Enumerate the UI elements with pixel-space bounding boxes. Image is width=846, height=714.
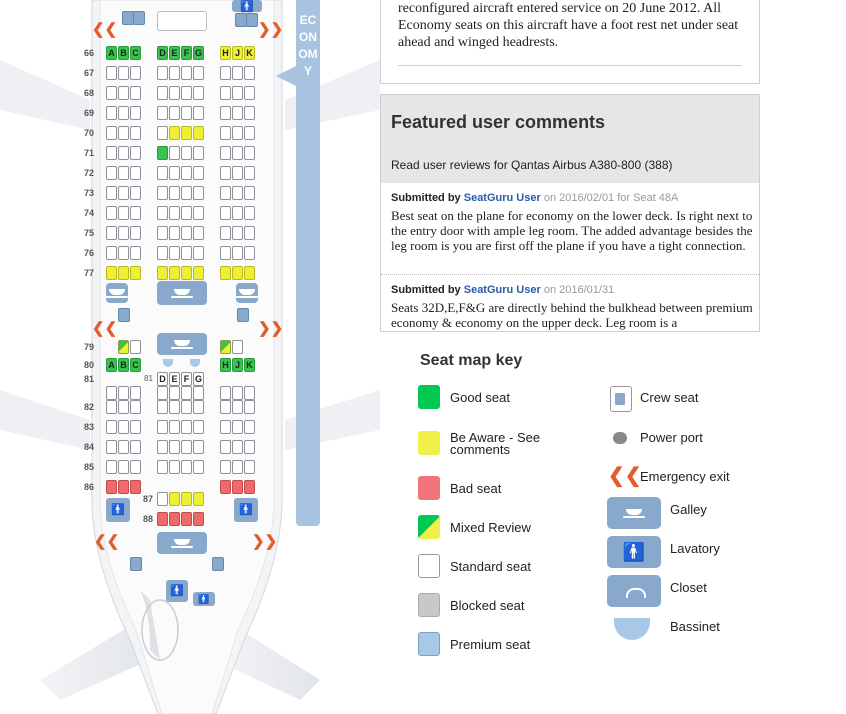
closet-block [157,11,207,31]
seat[interactable] [157,492,168,506]
seat[interactable] [232,226,243,240]
seat[interactable] [118,146,129,160]
seat[interactable] [106,186,117,200]
seat[interactable] [169,460,180,474]
seat[interactable] [232,146,243,160]
seat[interactable] [118,206,129,220]
comment-body: Seats 32D,E,F&G are directly behind the bulkhead between premium economy & economy on the upper deck. Leg room is a [391,300,753,330]
seat[interactable] [232,400,243,414]
seat[interactable] [244,266,255,280]
emergency-exit-left-icon: ❮❮ [92,320,118,337]
seat[interactable] [118,400,129,414]
row-number: 79 [83,342,94,352]
crew-seat-icon [118,308,130,322]
seat[interactable] [244,420,255,434]
row-number: 87 [142,494,153,504]
seat[interactable] [169,266,180,280]
seat[interactable] [193,186,204,200]
seat-label[interactable]: F [181,372,192,386]
bad-seat-swatch [418,476,440,500]
seat[interactable] [157,440,168,454]
seat[interactable] [181,400,192,414]
seat[interactable] [106,106,117,120]
seat[interactable] [130,480,141,494]
seat-label[interactable]: B [118,358,129,372]
comment-date: on 2016/01/31 [543,284,615,296]
seat[interactable] [157,186,168,200]
power-port-icon [613,432,627,444]
key-label-lavatory: Lavatory [670,541,720,556]
key-label-bassinet: Bassinet [670,619,720,634]
seat[interactable] [193,246,204,260]
seat[interactable] [157,226,168,240]
submitted-by-label: Submitted by [391,284,461,296]
seat[interactable] [220,86,231,100]
galley-icon [157,333,207,355]
seat[interactable] [169,512,180,526]
seat[interactable] [130,66,141,80]
seat[interactable] [244,166,255,180]
seat[interactable] [157,400,168,414]
seat[interactable] [169,246,180,260]
seat[interactable] [157,386,168,400]
seat[interactable] [130,400,141,414]
seat[interactable] [169,492,180,506]
seat[interactable] [193,400,204,414]
seat[interactable] [232,480,243,494]
seat[interactable] [169,400,180,414]
seat-label[interactable]: D [157,372,168,386]
seat[interactable] [118,106,129,120]
seat-label[interactable]: C [130,46,141,60]
seat[interactable] [118,86,129,100]
seat[interactable] [181,186,192,200]
comment-body: Best seat on the plane for economy on the lower deck. Is right next to the entry door with ample leg room. The added advantage besides the leg room is you are first off the plane if you have a tight connection. [391,208,753,253]
seat[interactable] [106,166,117,180]
cabin-section-arrow-icon [276,66,296,86]
seat[interactable] [157,166,168,180]
seat[interactable] [130,86,141,100]
seat[interactable] [118,420,129,434]
seat[interactable] [193,126,204,140]
row-number: 81 [83,374,94,384]
seat[interactable] [193,206,204,220]
seat[interactable] [220,126,231,140]
lavatory-key-icon: 🚹 [607,536,661,568]
key-label-premium: Premium seat [450,637,531,652]
row-number: 67 [83,68,94,78]
read-reviews-link[interactable]: Read user reviews for Qantas Airbus A380-800 (388) [391,158,673,172]
row-number: 74 [83,208,94,218]
seat[interactable] [157,146,168,160]
seat[interactable] [118,460,129,474]
seat[interactable] [193,512,204,526]
seat[interactable] [181,86,192,100]
seat[interactable] [193,386,204,400]
seat[interactable] [193,420,204,434]
lavatory-icon: 🚹 [232,0,262,12]
seat[interactable] [130,440,141,454]
seat-label[interactable]: J [232,46,243,60]
seat[interactable] [181,492,192,506]
seat-label[interactable]: B [118,46,129,60]
standard-seat-swatch [418,554,440,578]
seat[interactable] [130,106,141,120]
seat[interactable] [193,266,204,280]
key-label-blocked: Blocked seat [450,598,525,613]
seat[interactable] [106,400,117,414]
seat[interactable] [220,66,231,80]
seat[interactable] [220,440,231,454]
seat[interactable] [244,66,255,80]
seat[interactable] [220,420,231,434]
seat-label[interactable]: K [244,46,255,60]
row-number: 80 [83,360,94,370]
seat[interactable] [181,420,192,434]
seat[interactable] [181,386,192,400]
seat[interactable] [232,420,243,434]
comment-user-link[interactable]: SeatGuru User [463,192,541,204]
seat[interactable] [118,266,129,280]
seat[interactable] [232,66,243,80]
seat[interactable] [193,226,204,240]
lavatory-icon: 🚹 [166,580,188,602]
galley-icon [236,283,258,303]
seat[interactable] [232,440,243,454]
emergency-exit-right-icon: ❯❯ [258,21,284,38]
seat[interactable] [244,146,255,160]
seat[interactable] [157,246,168,260]
seat[interactable] [181,246,192,260]
galley-icon [106,283,128,303]
seat[interactable] [244,186,255,200]
seat[interactable] [106,246,117,260]
seat-map-key-title: Seat map key [420,352,523,369]
seat-label[interactable]: A [106,46,117,60]
seat-label[interactable]: E [169,372,180,386]
crew-seat-icon [133,11,145,25]
seat[interactable] [157,512,168,526]
seat[interactable] [181,206,192,220]
seat[interactable] [157,86,168,100]
seat[interactable] [130,246,141,260]
seat-label[interactable]: H [220,358,231,372]
seat[interactable] [244,226,255,240]
seat[interactable] [220,186,231,200]
mixed-review-swatch [418,515,440,539]
row-number: 70 [83,128,94,138]
seat[interactable] [130,266,141,280]
seat[interactable] [220,400,231,414]
seat[interactable] [118,440,129,454]
seat[interactable] [106,440,117,454]
emergency-exit-right-icon: ❯❯ [252,533,278,550]
seat[interactable] [169,106,180,120]
key-label-standard: Standard seat [450,559,531,574]
divider [381,274,759,275]
good-seat-swatch [418,385,440,409]
premium-seat-swatch [418,632,440,656]
seat[interactable] [130,206,141,220]
seat[interactable] [244,386,255,400]
blocked-seat-swatch [418,593,440,617]
seat[interactable] [118,186,129,200]
seat[interactable] [232,460,243,474]
row-number: 66 [83,48,94,58]
seat[interactable] [106,146,117,160]
seat[interactable] [130,186,141,200]
galley-icon [157,281,207,305]
crew-seat-key-icon [610,386,632,412]
featured-comments-panel [380,94,760,332]
seat[interactable] [157,106,168,120]
seat[interactable] [181,440,192,454]
seat-label[interactable]: F [181,46,192,60]
galley-icon [157,532,207,554]
seat[interactable] [232,166,243,180]
seat[interactable] [169,420,180,434]
seat[interactable] [181,266,192,280]
seat[interactable] [106,86,117,100]
seat[interactable] [220,226,231,240]
seat[interactable] [106,126,117,140]
seat[interactable] [169,66,180,80]
featured-comments-title: Featured user comments [391,112,606,132]
seat[interactable] [130,226,141,240]
seat[interactable] [244,440,255,454]
comment-item [391,284,756,330]
seat[interactable] [232,340,243,354]
row-number: 76 [83,248,94,258]
seat[interactable] [193,66,204,80]
seat[interactable] [244,400,255,414]
key-label-mixed: Mixed Review [450,520,531,535]
seat-label[interactable]: E [169,46,180,60]
seat[interactable] [118,66,129,80]
seat-label[interactable]: K [244,358,255,372]
emergency-exit-left-icon: ❮❮ [94,533,120,550]
comment-date: on 2016/02/01 for Seat 48A [543,192,679,204]
seat[interactable] [118,126,129,140]
seat[interactable] [157,420,168,434]
seat[interactable] [232,126,243,140]
seat[interactable] [181,460,192,474]
seat[interactable] [181,226,192,240]
seat[interactable] [130,420,141,434]
seat[interactable] [193,86,204,100]
seat[interactable] [106,460,117,474]
seat[interactable] [118,340,129,354]
row-number: 83 [83,422,94,432]
seat[interactable] [157,206,168,220]
seat[interactable] [130,126,141,140]
seat[interactable] [106,420,117,434]
seat[interactable] [232,186,243,200]
seat[interactable] [244,460,255,474]
comment-item [391,192,756,253]
crew-seat-icon [237,308,249,322]
seat[interactable] [232,86,243,100]
emergency-exit-right-icon: ❯❯ [258,320,284,337]
key-label-aware: Be Aware - See comments [450,430,541,457]
seat[interactable] [157,460,168,474]
seat-label[interactable]: D [157,46,168,60]
seat[interactable] [181,66,192,80]
seat[interactable] [169,166,180,180]
seat[interactable] [244,206,255,220]
key-label-good: Good seat [450,390,510,405]
comment-meta [391,192,756,204]
crew-seat-icon [212,557,224,571]
row-number: 84 [83,442,94,452]
key-label-bad: Bad seat [450,481,502,496]
seat[interactable] [118,226,129,240]
seat[interactable] [220,206,231,220]
seat-label[interactable]: A [106,358,117,372]
seat[interactable] [244,106,255,120]
seat[interactable] [169,146,180,160]
key-label-exit: Emergency exit [640,469,730,484]
seat[interactable] [130,340,141,354]
comment-user-link[interactable]: SeatGuru User [463,284,541,296]
seat[interactable] [118,246,129,260]
seat[interactable] [220,146,231,160]
comment-meta [391,284,756,296]
key-label-galley: Galley [670,502,707,517]
cabin-section-label: ECONOMY [298,13,318,78]
divider [398,65,742,66]
row-number: 81 [144,374,153,383]
closet-key-icon [607,575,661,607]
seat[interactable] [106,66,117,80]
lavatory-icon: 🚹 [106,498,130,522]
seat[interactable] [169,206,180,220]
galley-key-icon [607,497,661,529]
seat[interactable] [193,460,204,474]
seat[interactable] [169,186,180,200]
seat[interactable] [169,226,180,240]
seat[interactable] [232,206,243,220]
seat[interactable] [244,86,255,100]
seat-label[interactable]: C [130,358,141,372]
seat[interactable] [106,266,117,280]
seat[interactable] [220,266,231,280]
seat[interactable] [232,106,243,120]
seat[interactable] [106,480,117,494]
crew-seat-icon [130,557,142,571]
seat[interactable] [193,106,204,120]
row-number: 68 [83,88,94,98]
seat[interactable] [244,126,255,140]
aware-seat-swatch [418,431,440,455]
seat[interactable] [118,166,129,180]
seat[interactable] [169,126,180,140]
seat[interactable] [169,86,180,100]
seat[interactable] [118,480,129,494]
seat[interactable] [193,492,204,506]
seat[interactable] [157,66,168,80]
row-number: 71 [83,148,94,158]
submitted-by-label: Submitted by [391,192,461,204]
seat[interactable] [130,146,141,160]
seat[interactable] [220,480,231,494]
seat[interactable] [193,166,204,180]
seat[interactable] [193,146,204,160]
seat-label[interactable]: J [232,358,243,372]
row-number: 85 [83,462,94,472]
seat[interactable] [220,460,231,474]
seat[interactable] [193,440,204,454]
row-number: 86 [83,482,94,492]
seat[interactable] [232,266,243,280]
key-label-crew: Crew seat [640,390,699,405]
seat[interactable] [181,512,192,526]
seat[interactable] [244,480,255,494]
seat[interactable] [181,166,192,180]
row-number: 75 [83,228,94,238]
seat-label[interactable]: G [194,374,202,384]
seat[interactable] [157,126,168,140]
key-label-power: Power port [640,430,703,445]
row-number: 88 [142,514,153,524]
seat[interactable] [220,340,231,354]
row-number: 73 [83,188,94,198]
seat[interactable] [106,386,117,400]
emergency-exit-left-icon: ❮❮ [92,21,118,38]
seat[interactable] [244,246,255,260]
seat-label[interactable]: H [220,46,231,60]
seat[interactable] [232,246,243,260]
row-number: 82 [83,402,94,412]
seat[interactable] [157,266,168,280]
seat[interactable] [181,106,192,120]
crew-seat-icon [246,13,258,27]
aircraft-info-panel [380,0,760,84]
lavatory-icon: 🚹 [193,592,215,606]
seat[interactable] [118,386,129,400]
seat[interactable] [220,386,231,400]
seat[interactable] [169,440,180,454]
seat[interactable] [220,246,231,260]
row-number: 69 [83,108,94,118]
seat[interactable] [106,226,117,240]
lavatory-icon: 🚹 [234,498,258,522]
seat[interactable] [106,206,117,220]
aircraft-info-text: reconfigured aircraft entered service on 20 June 2012. All Economy seats on this aircraft have a foot rest net under seat ahead and winged headrests. [398,1,739,50]
seat[interactable] [232,386,243,400]
seat[interactable] [181,146,192,160]
seat[interactable] [220,166,231,180]
seat[interactable] [169,386,180,400]
emergency-exit-key-icon: ❮❮ [608,465,642,487]
seat[interactable] [220,106,231,120]
seat[interactable] [130,460,141,474]
seat[interactable] [181,126,192,140]
seat-label[interactable]: G [194,48,202,58]
bassinet-key-icon [614,618,650,640]
row-number: 72 [83,168,94,178]
seat[interactable] [130,166,141,180]
key-label-closet: Closet [670,580,707,595]
row-number: 77 [83,268,94,278]
seat[interactable] [130,386,141,400]
